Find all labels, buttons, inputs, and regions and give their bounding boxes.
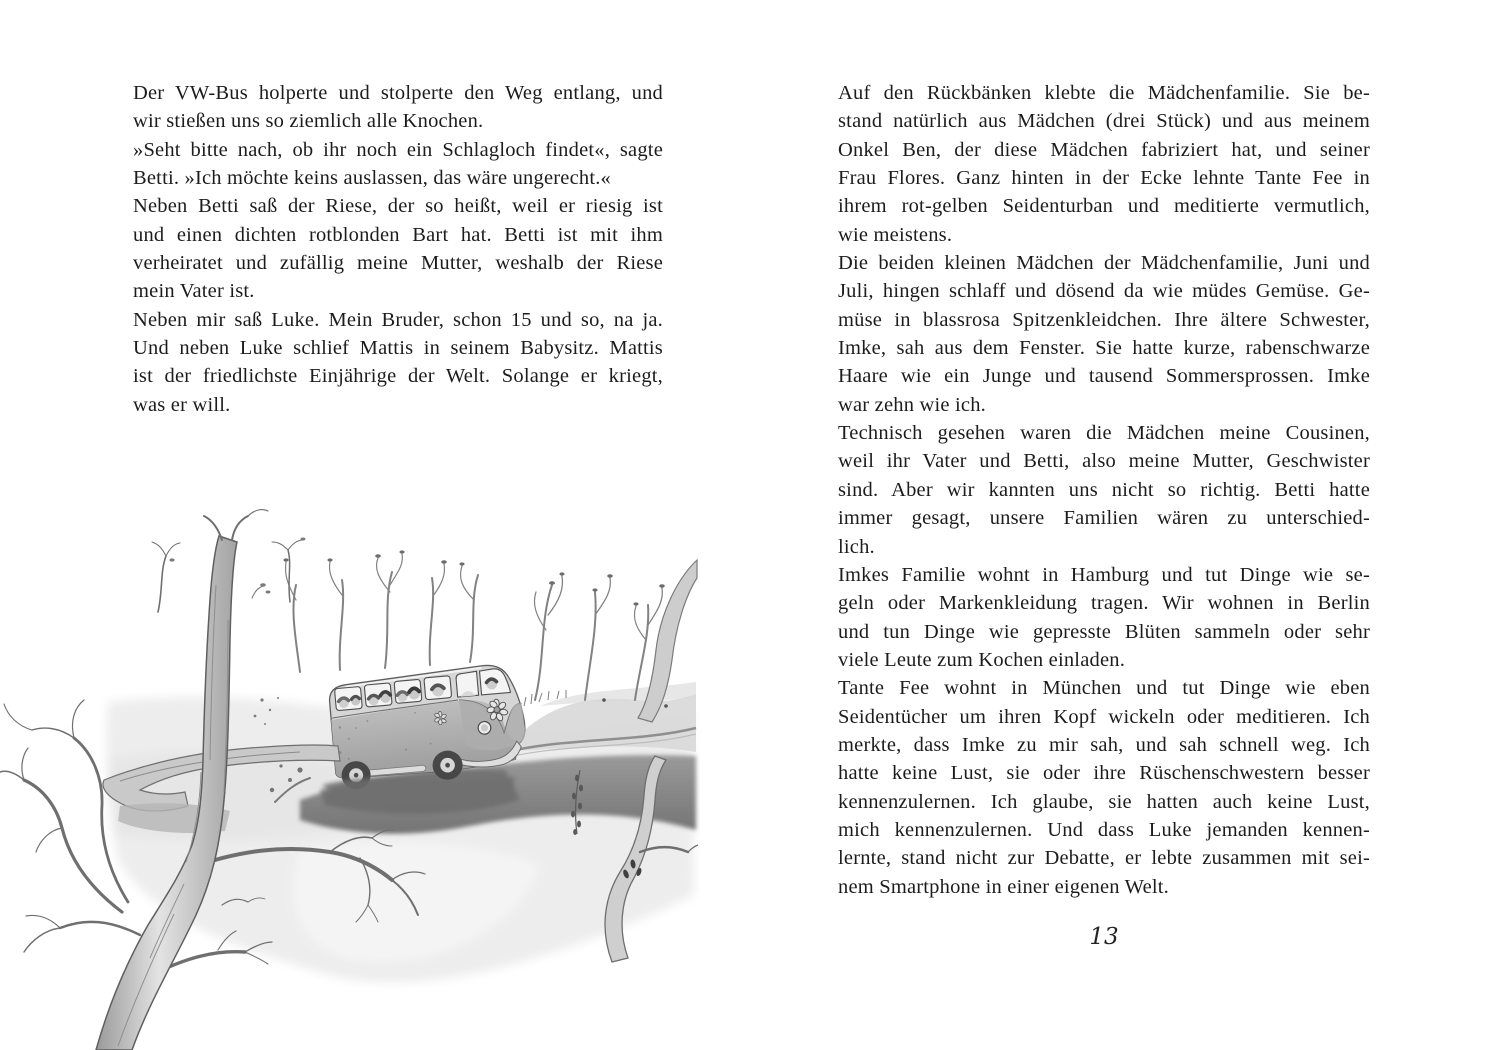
text-line: wie meistens. bbox=[838, 223, 953, 246]
right-page-text bbox=[838, 79, 1370, 901]
text-line: lich. bbox=[838, 535, 875, 558]
page-number: 13 bbox=[1089, 924, 1119, 950]
text-line: Frau Flores. Ganz hinten in der Ecke lehnte Tante Fee in bbox=[838, 167, 1370, 190]
text-line: was er will. bbox=[133, 393, 231, 416]
text-line: lernte, stand nicht zur Debatte, er lebte zusammen mit sei- bbox=[838, 847, 1370, 870]
text-line: Betti. »Ich möchte keins auslassen, das wäre ungerecht.« bbox=[133, 167, 611, 190]
text-line: ist der friedlichste Einjährige der Welt. Solange er kriegt, bbox=[133, 365, 663, 388]
text-line: mich kennenzulernen. Und dass Luke jemanden kennen- bbox=[838, 818, 1370, 841]
text-line: sind. Aber wir kannten uns nicht so richtig. Betti hatte bbox=[838, 478, 1370, 501]
text-line: wir stießen uns so ziemlich alle Knochen. bbox=[133, 110, 484, 133]
text-line: Juli, hingen schlaff und dösend da wie müdes Gemüse. Ge- bbox=[838, 280, 1370, 303]
text-line: hatte keine Lust, sie oder ihre Rüschenschwestern besser bbox=[838, 762, 1370, 785]
text-line: und tun Dinge wie gepresste Blüten sammeln oder sehr bbox=[838, 620, 1370, 643]
text-line: mein Vater ist. bbox=[133, 280, 255, 303]
text-line: nem Smartphone in einer eigenen Welt. bbox=[838, 875, 1169, 898]
text-line: Der VW-Bus holperte und stolperte den Weg entlang, und bbox=[133, 82, 663, 104]
text-line: Tante Fee wohnt in München und tut Dinge wie eben bbox=[838, 677, 1370, 700]
text-line: Die beiden kleinen Mädchen der Mädchenfamilie, Juni und bbox=[838, 252, 1370, 275]
text-line: Technisch gesehen waren die Mädchen meine Cousinen, bbox=[838, 422, 1370, 445]
text-line: Auf den Rückbänken klebte die Mädchenfamilie. Sie be- bbox=[838, 82, 1370, 104]
text-line: kennenzulernen. Ich glaube, sie hatten auch keine Lust, bbox=[838, 790, 1370, 813]
text-line: merkte, dass Imke zu mir sah, und sah schnell weg. Ich bbox=[838, 733, 1370, 756]
illustration-vw-bus-and-trees bbox=[0, 485, 700, 1050]
text-line: und einen dichten rotblonden Bart hat. Betti ist mit ihm bbox=[133, 223, 663, 246]
text-line: geln oder Markenkleidung tragen. Wir wohnen in Berlin bbox=[838, 592, 1370, 615]
text-line: Seidentücher um ihren Kopf wickeln oder meditieren. Ich bbox=[838, 705, 1370, 728]
text-line: Neben mir saß Luke. Mein Bruder, schon 15 und so, na ja. bbox=[133, 308, 663, 331]
text-line: Onkel Ben, der diese Mädchen fabriziert hat, und seiner bbox=[838, 138, 1370, 161]
text-line: stand natürlich aus Mädchen (drei Stück) und aus meinem bbox=[838, 110, 1370, 133]
text-line: war zehn wie ich. bbox=[838, 393, 986, 416]
text-line: verheiratet und zufällig meine Mutter, weshalb der Riese bbox=[133, 252, 663, 275]
text-line: Imkes Familie wohnt in Hamburg und tut Dinge wie se- bbox=[838, 563, 1370, 586]
text-line: Neben Betti saß der Riese, der so heißt, weil er riesig ist bbox=[133, 195, 663, 218]
text-line: immer gesagt, unsere Familien wären zu unterschied- bbox=[838, 507, 1370, 530]
text-line: »Seht bitte nach, ob ihr noch ein Schlagloch findet«, sagte bbox=[133, 138, 663, 161]
text-line: viele Leute zum Kochen einladen. bbox=[838, 648, 1126, 671]
text-line: Und neben Luke schlief Mattis in seinem Babysitz. Mattis bbox=[133, 337, 663, 360]
text-line: ihrem rot-gelben Seidenturban und meditierte vermutlich, bbox=[838, 195, 1370, 218]
text-line: müse in blassrosa Spitzenkleidchen. Ihre ältere Schwester, bbox=[838, 308, 1370, 331]
text-line: Haare wie ein Junge und tausend Sommersprossen. Imke bbox=[838, 365, 1370, 388]
text-line: weil ihr Vater und Betti, also meine Mutter, Geschwister bbox=[838, 450, 1370, 473]
text-line: Imke, sah aus dem Fenster. Sie hatte kurze, rabenschwarze bbox=[838, 337, 1370, 360]
left-page-text bbox=[133, 79, 663, 419]
